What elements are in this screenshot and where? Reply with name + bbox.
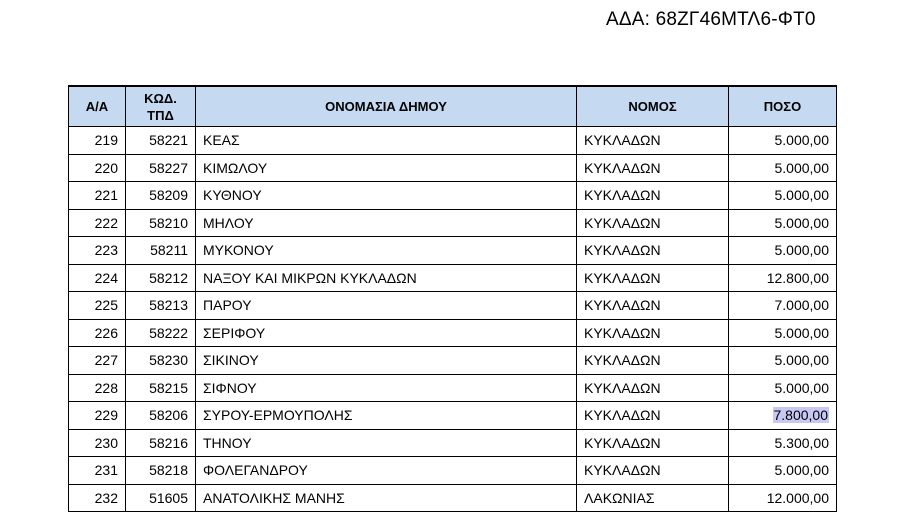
cell-aa: 220 [69,154,126,182]
cell-dimos: ΠΑΡΟΥ [196,292,577,320]
cell-nomos: ΚΥΚΛΑΔΩΝ [577,429,729,457]
header-poso: ΠΟΣΟ [729,86,837,127]
cell-dimos: ΚΥΘΝΟΥ [196,182,577,210]
cell-poso: 5.000,00 [729,237,837,265]
cell-aa: 226 [69,319,126,347]
cell-aa: 230 [69,429,126,457]
cell-aa: 227 [69,347,126,375]
cell-aa: 219 [69,127,126,155]
table-row [69,319,837,347]
cell-dimos: ΚΙΜΩΛΟΥ [196,154,577,182]
cell-poso: 7.000,00 [729,292,837,320]
cell-poso: 5.000,00 [729,182,837,210]
cell-aa: 228 [69,374,126,402]
cell-kod: 58212 [126,264,196,292]
cell-nomos: ΚΥΚΛΑΔΩΝ [577,154,729,182]
cell-kod: 51605 [126,484,196,512]
cell-dimos: ΜΥΚΟΝΟΥ [196,237,577,265]
table-row [69,457,837,485]
cell-poso: 12.800,00 [729,264,837,292]
table-header-row [69,86,837,127]
cell-nomos: ΚΥΚΛΑΔΩΝ [577,457,729,485]
header-kod [126,86,196,127]
cell-nomos: ΚΥΚΛΑΔΩΝ [577,319,729,347]
cell-aa: 225 [69,292,126,320]
table-row [69,237,837,265]
cell-poso: 5.000,00 [729,347,837,375]
cell-aa: 229 [69,402,126,430]
cell-kod: 58216 [126,429,196,457]
cell-dimos: ΣΥΡΟΥ-ΕΡΜΟΥΠΟΛΗΣ [196,402,577,430]
cell-nomos: ΛΑΚΩΝΙΑΣ [577,484,729,512]
cell-nomos: ΚΥΚΛΑΔΩΝ [577,264,729,292]
cell-kod: 58218 [126,457,196,485]
cell-aa: 231 [69,457,126,485]
cell-kod: 58211 [126,237,196,265]
cell-dimos: ΣΙΦΝΟΥ [196,374,577,402]
cell-nomos: ΚΥΚΛΑΔΩΝ [577,292,729,320]
table-row [69,209,837,237]
cell-nomos: ΚΥΚΛΑΔΩΝ [577,347,729,375]
header-nomos: ΝΟΜΟΣ [577,86,729,127]
cell-kod: 58221 [126,127,196,155]
table-row [69,374,837,402]
table-row [69,402,837,430]
table-row [69,429,837,457]
cell-kod: 58209 [126,182,196,210]
cell-nomos: ΚΥΚΛΑΔΩΝ [577,237,729,265]
cell-poso: 5.000,00 [729,457,837,485]
cell-nomos: ΚΥΚΛΑΔΩΝ [577,127,729,155]
table-row [69,264,837,292]
table-row [69,347,837,375]
header-kod-line1: ΚΩΔ. [144,90,177,106]
cell-kod: 58215 [126,374,196,402]
cell-kod: 58222 [126,319,196,347]
cell-kod: 58230 [126,347,196,375]
header-aa: Α/Α [69,86,126,127]
cell-poso: 5.000,00 [729,154,837,182]
header-onomasia: ΟΝΟΜΑΣΙΑ ΔΗΜΟΥ [196,86,577,127]
cell-poso: 5.000,00 [729,374,837,402]
cell-dimos: ΣΕΡΙΦΟΥ [196,319,577,347]
table-row [69,484,837,512]
table-row [69,182,837,210]
ada-code: ΑΔΑ: 68ΖΓ46ΜΤΛ6-ΦΤ0 [606,9,816,30]
cell-nomos: ΚΥΚΛΑΔΩΝ [577,402,729,430]
municipality-table-container [68,85,837,512]
cell-poso: 5.000,00 [729,209,837,237]
cell-aa: 224 [69,264,126,292]
cell-dimos: ΚΕΑΣ [196,127,577,155]
table-body [69,127,837,512]
cell-aa: 223 [69,237,126,265]
cell-poso: 5.000,00 [729,319,837,347]
header-kod-line2: ΤΠΔ [147,107,174,123]
cell-dimos: ΦΟΛΕΓΑΝΔΡΟΥ [196,457,577,485]
cell-dimos: ΑΝΑΤΟΛΙΚΗΣ ΜΑΝΗΣ [196,484,577,512]
cell-poso: 12.000,00 [729,484,837,512]
selected-amount: 7.800,00 [773,407,828,424]
cell-poso [729,402,837,430]
table-row [69,127,837,155]
cell-aa: 222 [69,209,126,237]
cell-nomos: ΚΥΚΛΑΔΩΝ [577,209,729,237]
cell-nomos: ΚΥΚΛΑΔΩΝ [577,182,729,210]
cell-aa: 221 [69,182,126,210]
cell-dimos: ΤΗΝΟΥ [196,429,577,457]
table-row [69,154,837,182]
cell-nomos: ΚΥΚΛΑΔΩΝ [577,374,729,402]
cell-dimos: ΣΙΚΙΝΟΥ [196,347,577,375]
cell-poso: 5.000,00 [729,127,837,155]
cell-dimos: ΜΗΛΟΥ [196,209,577,237]
cell-kod: 58206 [126,402,196,430]
table-row [69,292,837,320]
cell-kod: 58213 [126,292,196,320]
cell-kod: 58210 [126,209,196,237]
cell-dimos: ΝΑΞΟΥ ΚΑΙ ΜΙΚΡΩΝ ΚΥΚΛΑΔΩΝ [196,264,577,292]
cell-poso: 5.300,00 [729,429,837,457]
cell-aa: 232 [69,484,126,512]
cell-kod: 58227 [126,154,196,182]
municipality-table [68,85,837,512]
